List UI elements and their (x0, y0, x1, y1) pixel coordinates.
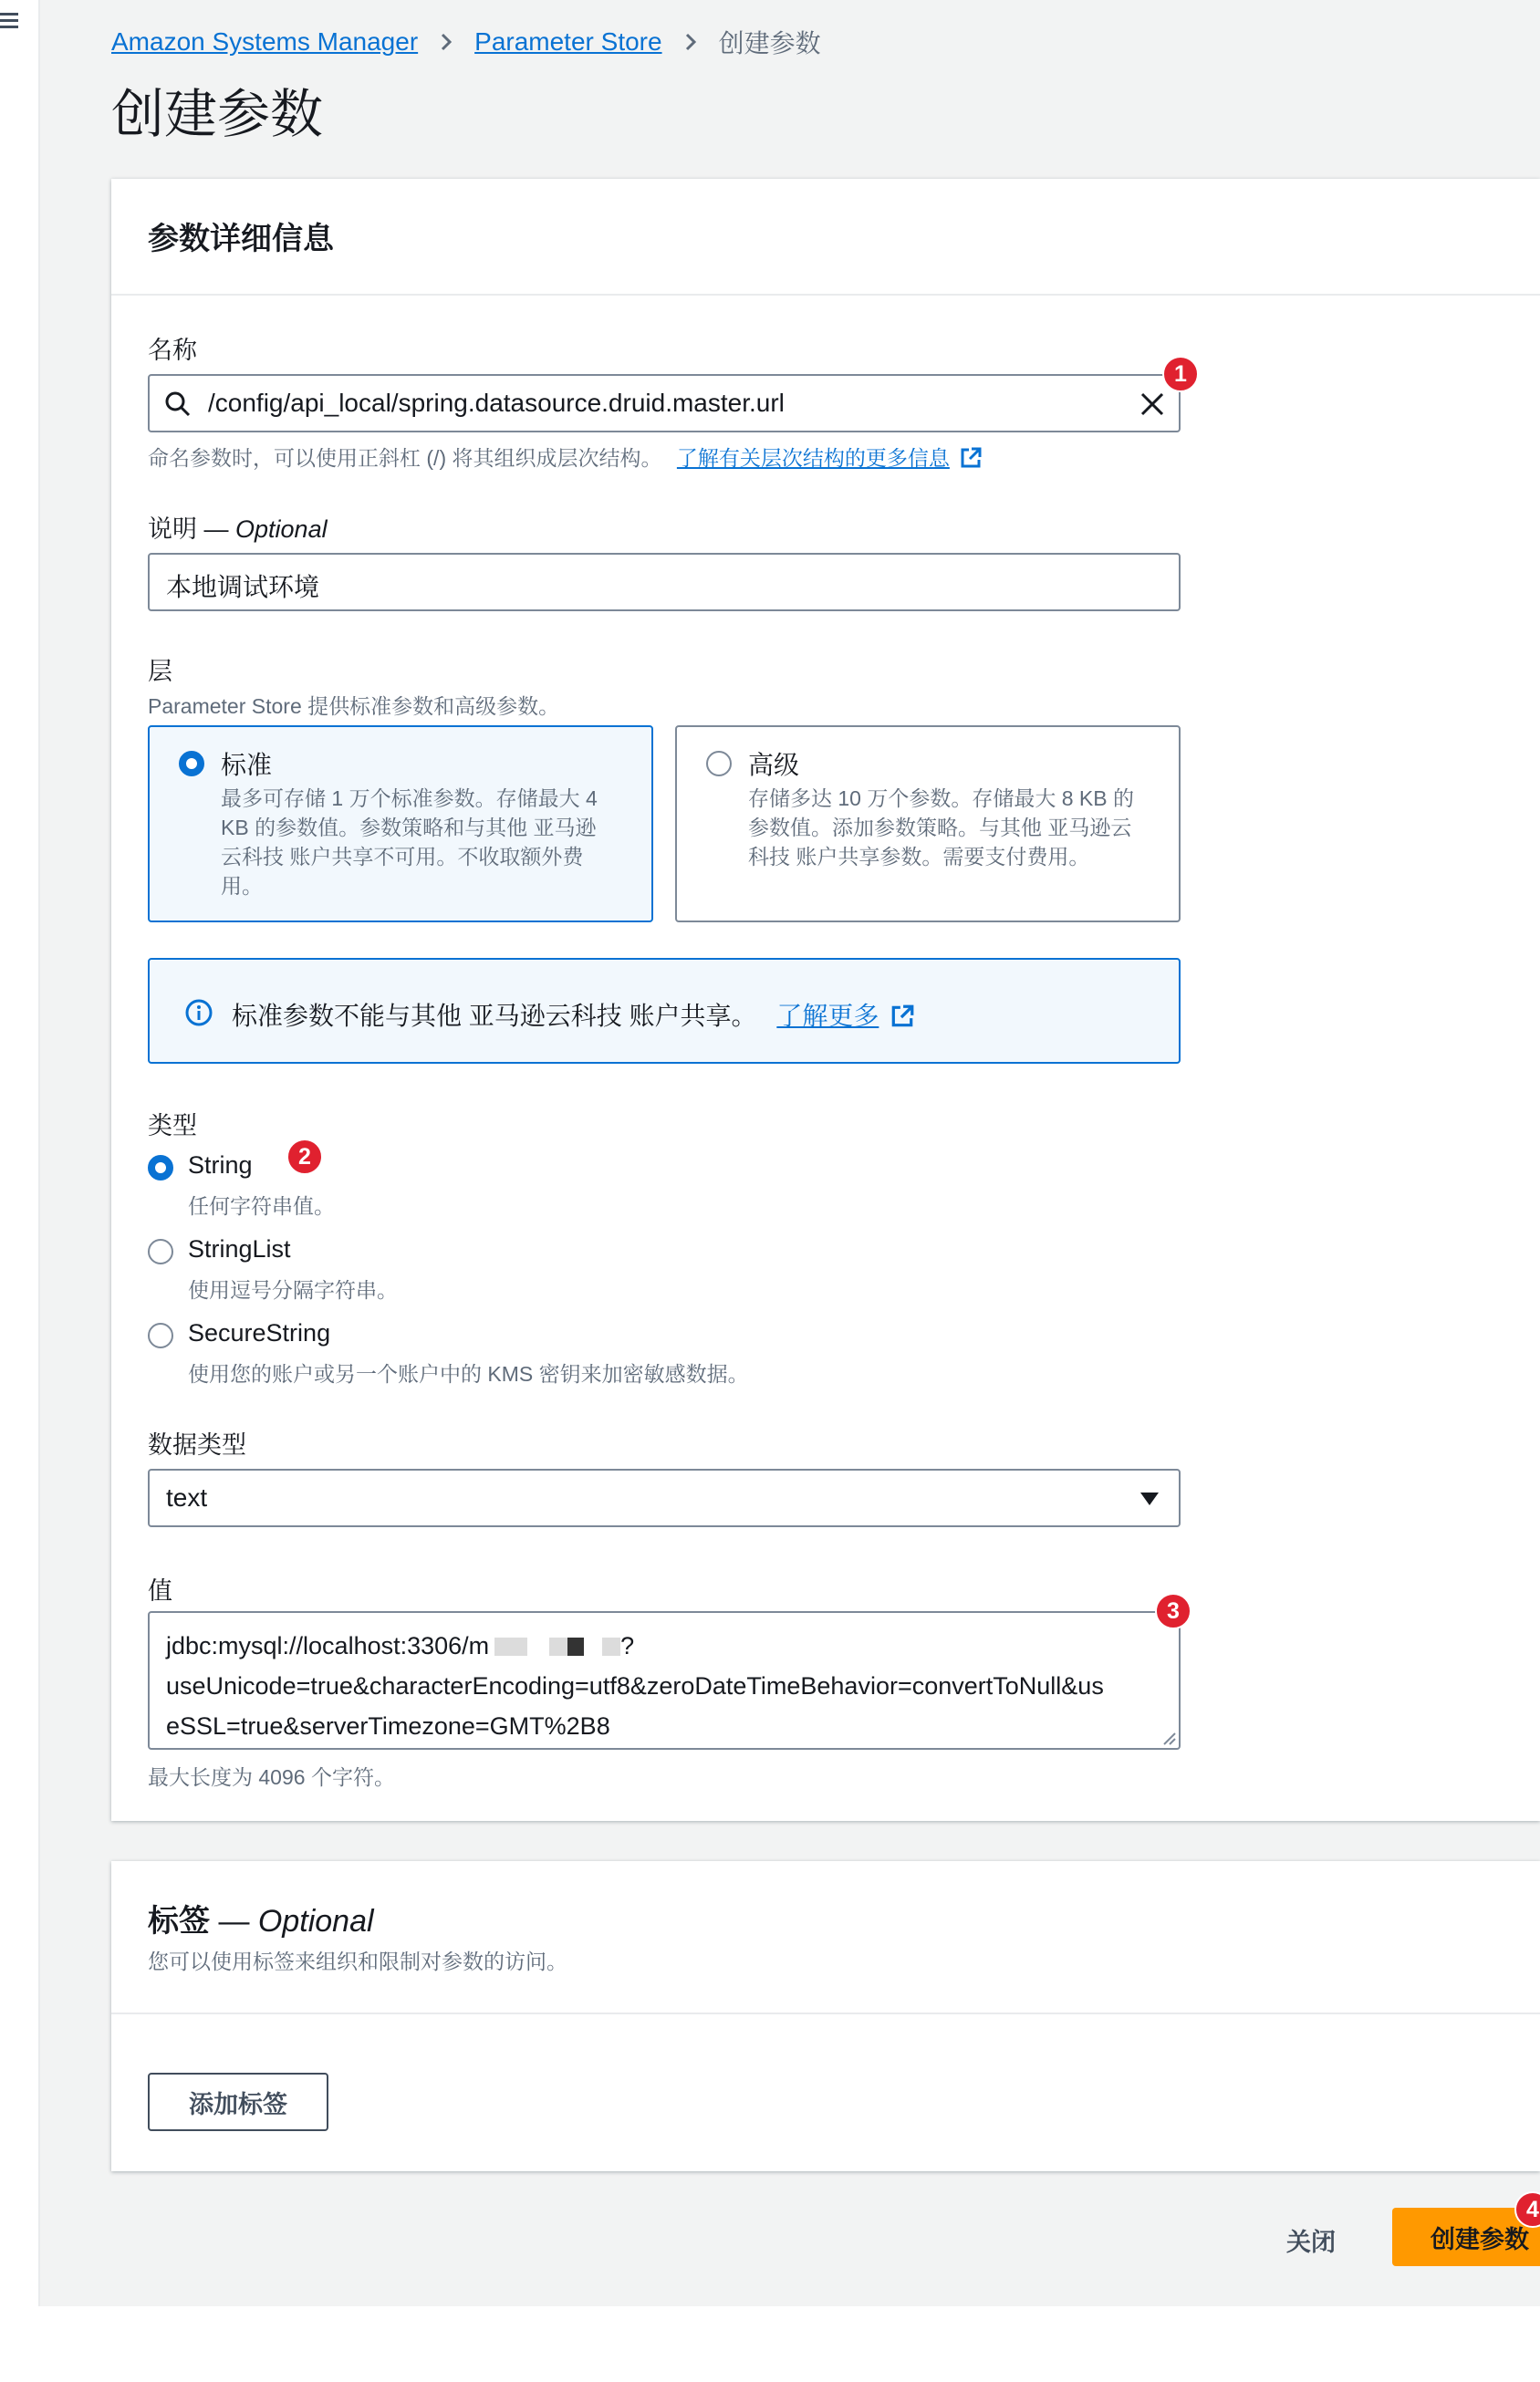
info-learn-more-link[interactable]: 了解更多 (776, 1002, 879, 1030)
search-icon (164, 390, 192, 418)
redacted-block (602, 1638, 620, 1656)
tier-advanced-title: 高级 (748, 751, 800, 779)
caret-down-icon (1139, 1491, 1160, 1507)
tier-standard-desc-line: 用。 (221, 874, 263, 898)
close-button[interactable]: 关闭 (1286, 2229, 1336, 2256)
description-label: 说明 — Optional (148, 515, 328, 543)
menu-icon[interactable] (0, 9, 18, 31)
value-textarea-content (166, 1626, 1104, 1746)
redacted-block (567, 1638, 584, 1656)
annotation-badge-3: 3 (1155, 1593, 1191, 1629)
panel-header (111, 179, 1540, 296)
name-input[interactable] (148, 374, 1181, 432)
value-line-1-end: ? (620, 1632, 635, 1659)
type-stringlist-desc: 使用逗号分隔字符串。 (188, 1278, 398, 1302)
name-label: 名称 (148, 337, 197, 364)
data-type-label: 数据类型 (148, 1431, 246, 1459)
type-string-desc: 任何字符串值。 (188, 1194, 335, 1218)
optional-tag: Optional (257, 1904, 374, 1939)
create-parameter-button[interactable]: 创建参数 (1392, 2208, 1540, 2266)
info-alert (148, 958, 1181, 1064)
tier-advanced-desc-line: 存储多达 10 万个参数。存储最大 8 KB 的 (748, 786, 1135, 810)
type-string-label[interactable]: String (188, 1151, 253, 1179)
chevron-right-icon (681, 32, 701, 52)
data-type-select[interactable] (148, 1469, 1181, 1527)
optional-tag: Optional (235, 515, 328, 543)
value-line-1-text: jdbc:mysql://localhost:3306/m (166, 1632, 490, 1659)
chevron-right-icon (436, 32, 456, 52)
tier-standard-title: 标准 (221, 751, 273, 779)
tier-standard-desc-line: 云科技 账户共享不可用。不收取额外费 (221, 845, 584, 869)
tier-advanced-desc-line: 科技 账户共享参数。需要支付费用。 (748, 845, 1090, 869)
tier-option-advanced[interactable] (675, 725, 1181, 922)
tags-panel (111, 1861, 1540, 2171)
value-label: 值 (148, 1577, 172, 1605)
description-input[interactable] (148, 553, 1181, 611)
tier-advanced-desc (748, 784, 1134, 871)
breadcrumb-current: 创建参数 (718, 29, 821, 57)
annotation-badge-1: 1 (1162, 356, 1199, 392)
breadcrumb (111, 24, 821, 60)
value-line-2: useUnicode=true&characterEncoding=utf8&zeroDateTimeBehavior=convertToNull&us (166, 1672, 1104, 1700)
type-securestring-desc: 使用您的账户或另一个账户中的 KMS 密钥来加密敏感数据。 (188, 1362, 749, 1386)
hierarchy-learn-more-link[interactable]: 了解有关层次结构的更多信息 (676, 446, 950, 470)
tags-title-text: 标签 (148, 1904, 210, 1939)
name-hint (148, 442, 983, 472)
tier-standard-desc-line: KB 的参数值。参数策略和与其他 亚马逊 (221, 816, 597, 839)
name-hint-text: 命名参数时，可以使用正斜杠 (/) 将其组织成层次结构。 (148, 446, 662, 470)
resize-handle-icon[interactable] (1160, 1730, 1177, 1746)
breadcrumb-link-parameter-store[interactable]: Parameter Store (474, 27, 662, 56)
annotation-badge-4: 4 (1514, 2191, 1540, 2228)
info-alert-content (232, 996, 915, 1033)
type-stringlist-label[interactable]: StringList (188, 1235, 291, 1263)
tier-hint: Parameter Store 提供标准参数和高级参数。 (148, 694, 560, 718)
external-link-icon (890, 1004, 915, 1029)
description-label-text: 说明 (148, 515, 197, 543)
tier-standard-radio[interactable] (179, 751, 204, 776)
value-line-3: eSSL=true&serverTimezone=GMT%2B8 (166, 1712, 610, 1740)
description-input-value: 本地调试环境 (166, 573, 320, 601)
tags-panel-header (111, 1861, 1540, 2014)
add-tag-button[interactable]: 添加标签 (148, 2073, 328, 2131)
tier-label: 层 (148, 658, 172, 685)
panel-title: 参数详细信息 (148, 222, 334, 256)
clear-icon[interactable] (1139, 390, 1166, 418)
name-input-value: /config/api_local/spring.datasource.druid.master.url (208, 389, 785, 417)
data-type-selected-value: text (166, 1483, 208, 1512)
type-stringlist-radio[interactable] (148, 1239, 173, 1264)
breadcrumb-link-systems-manager[interactable]: Amazon Systems Manager (111, 27, 419, 56)
type-string-radio[interactable] (148, 1155, 173, 1181)
tier-advanced-radio[interactable] (706, 751, 732, 776)
tier-option-standard[interactable] (148, 725, 653, 922)
type-securestring-radio[interactable] (148, 1323, 173, 1348)
type-securestring-label[interactable]: SecureString (188, 1319, 331, 1347)
page-bottom-whitespace (0, 2306, 1540, 2382)
annotation-badge-2: 2 (286, 1139, 323, 1175)
tier-standard-desc-line: 最多可存储 1 万个标准参数。存储最大 4 (221, 786, 598, 810)
side-navigation-rail (0, 0, 40, 2306)
info-icon (184, 998, 213, 1027)
external-link-icon (959, 446, 983, 470)
value-textarea[interactable] (148, 1611, 1181, 1750)
tags-panel-desc: 您可以使用标签来组织和限制对参数的访问。 (148, 1950, 567, 1973)
value-line-1 (166, 1626, 1104, 1666)
type-label: 类型 (148, 1112, 197, 1139)
redacted-block (494, 1638, 527, 1656)
value-hint: 最大长度为 4096 个字符。 (148, 1765, 395, 1789)
page-title: 创建参数 (111, 85, 324, 144)
tier-standard-desc (221, 784, 598, 900)
info-alert-text: 标准参数不能与其他 亚马逊云科技 账户共享。 (232, 1002, 757, 1030)
redacted-block (549, 1638, 567, 1656)
tier-advanced-desc-line: 参数值。添加参数策略。与其他 亚马逊云 (748, 816, 1132, 839)
tags-panel-title: 标签 — Optional (148, 1904, 374, 1939)
